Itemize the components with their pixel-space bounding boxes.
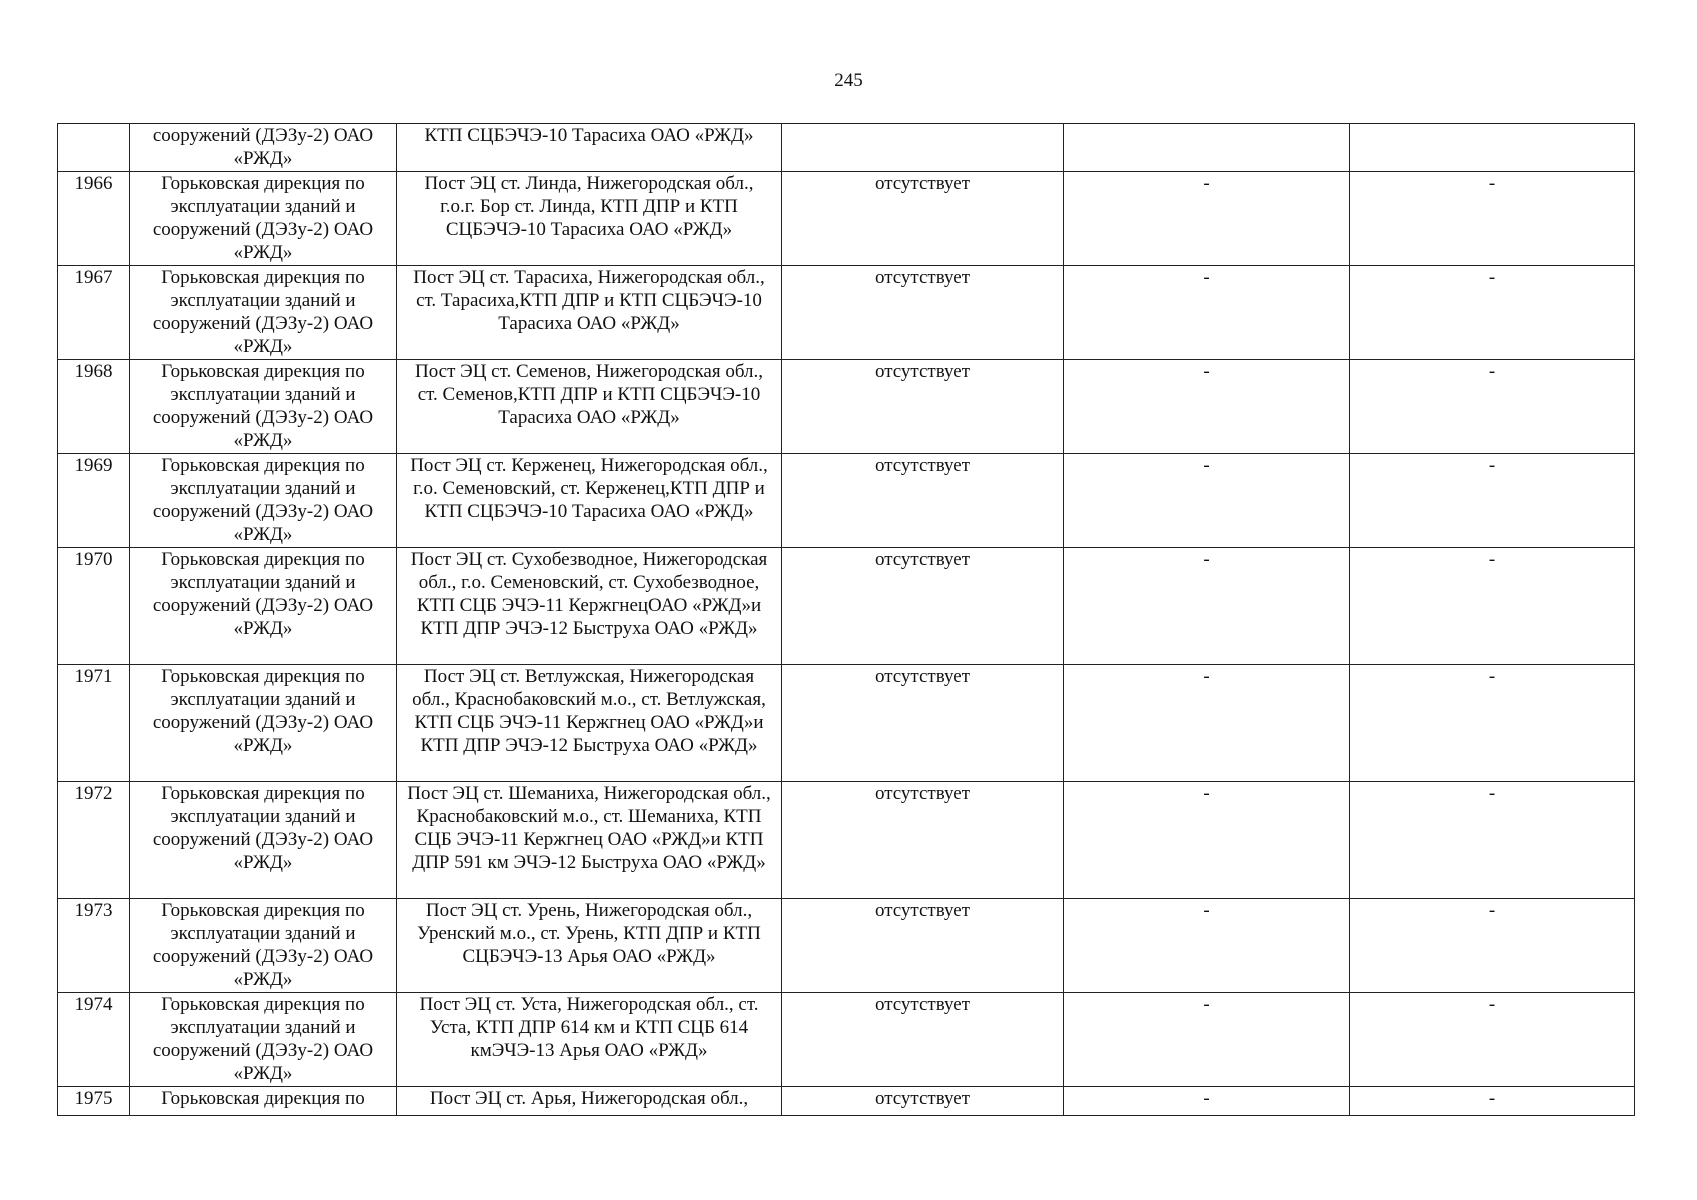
- owner-cell: Горьковская дирекция по эксплуатации зданий и сооружений (ДЭЗу-2) ОАО «РЖД»: [130, 454, 397, 548]
- table-row: [58, 665, 1635, 782]
- column-5-cell: -: [1064, 454, 1350, 548]
- table-row: [58, 124, 1635, 172]
- table-row: [58, 266, 1635, 360]
- registry-table: [57, 123, 1635, 1116]
- address-cell: Пост ЭЦ ст. Сухобезводное, Нижегородская обл., г.о. Семеновский, ст. Сухобезводное, КТП СЦБ ЭЧЭ-11 КержгнецОАО «РЖД»и КТП ДПР ЭЧЭ-12 Быструха ОАО «РЖД»: [397, 548, 782, 665]
- address-cell: Пост ЭЦ ст. Шеманиха, Нижегородская обл., Краснобаковский м.о., ст. Шеманиха, КТП СЦБ ЭЧЭ-11 Кержгнец ОАО «РЖД»и КТП ДПР 591 км ЭЧЭ-12 Быструха ОАО «РЖД»: [397, 782, 782, 899]
- row-number-cell: 1973: [58, 899, 130, 993]
- column-5-cell: -: [1064, 782, 1350, 899]
- status-cell: отсутствует: [782, 360, 1064, 454]
- owner-cell: Горьковская дирекция по эксплуатации зданий и сооружений (ДЭЗу-2) ОАО «РЖД»: [130, 782, 397, 899]
- owner-cell: Горьковская дирекция по эксплуатации зданий и сооружений (ДЭЗу-2) ОАО «РЖД»: [130, 266, 397, 360]
- column-6-cell: -: [1350, 266, 1635, 360]
- address-cell: КТП СЦБЭЧЭ-10 Тарасиха ОАО «РЖД»: [397, 124, 782, 172]
- owner-cell: Горьковская дирекция по эксплуатации зданий и сооружений (ДЭЗу-2) ОАО «РЖД»: [130, 665, 397, 782]
- column-6-cell: -: [1350, 548, 1635, 665]
- table-row: [58, 993, 1635, 1087]
- status-cell: отсутствует: [782, 548, 1064, 665]
- status-cell: отсутствует: [782, 172, 1064, 266]
- status-cell: отсутствует: [782, 782, 1064, 899]
- table-row: [58, 782, 1635, 899]
- column-5-cell: -: [1064, 1087, 1350, 1116]
- table-row: [58, 1087, 1635, 1116]
- column-5-cell: -: [1064, 266, 1350, 360]
- column-6-cell: -: [1350, 665, 1635, 782]
- owner-cell: Горьковская дирекция по эксплуатации зданий и сооружений (ДЭЗу-2) ОАО «РЖД»: [130, 360, 397, 454]
- column-5-cell: [1064, 124, 1350, 172]
- column-5-cell: -: [1064, 172, 1350, 266]
- status-cell: отсутствует: [782, 665, 1064, 782]
- table-row: [58, 899, 1635, 993]
- column-6-cell: -: [1350, 899, 1635, 993]
- owner-cell: Горьковская дирекция по эксплуатации зданий и сооружений (ДЭЗу-2) ОАО «РЖД»: [130, 172, 397, 266]
- status-cell: [782, 124, 1064, 172]
- address-cell: Пост ЭЦ ст. Линда, Нижегородская обл., г.о.г. Бор ст. Линда, КТП ДПР и КТП СЦБЭЧЭ-10 Тарасиха ОАО «РЖД»: [397, 172, 782, 266]
- row-number-cell: 1975: [58, 1087, 130, 1116]
- row-number-cell: 1972: [58, 782, 130, 899]
- column-6-cell: -: [1350, 172, 1635, 266]
- row-number-cell: 1969: [58, 454, 130, 548]
- row-number-cell: 1967: [58, 266, 130, 360]
- address-cell: Пост ЭЦ ст. Уста, Нижегородская обл., ст. Уста, КТП ДПР 614 км и КТП СЦБ 614 кмЭЧЭ-13 Арья ОАО «РЖД»: [397, 993, 782, 1087]
- row-number-cell: 1966: [58, 172, 130, 266]
- status-cell: отсутствует: [782, 899, 1064, 993]
- column-5-cell: -: [1064, 993, 1350, 1087]
- page-number: 245: [834, 70, 863, 91]
- status-cell: отсутствует: [782, 266, 1064, 360]
- column-6-cell: -: [1350, 1087, 1635, 1116]
- row-number-cell: 1974: [58, 993, 130, 1087]
- status-cell: отсутствует: [782, 454, 1064, 548]
- row-number-cell: 1971: [58, 665, 130, 782]
- column-6-cell: -: [1350, 360, 1635, 454]
- address-cell: Пост ЭЦ ст. Семенов, Нижегородская обл., ст. Семенов,КТП ДПР и КТП СЦБЭЧЭ-10 Тарасиха ОАО «РЖД»: [397, 360, 782, 454]
- table-row: [58, 548, 1635, 665]
- address-cell: Пост ЭЦ ст. Арья, Нижегородская обл.,: [397, 1087, 782, 1116]
- address-cell: Пост ЭЦ ст. Тарасиха, Нижегородская обл., ст. Тарасиха,КТП ДПР и КТП СЦБЭЧЭ-10 Тарасиха ОАО «РЖД»: [397, 266, 782, 360]
- owner-cell: Горьковская дирекция по эксплуатации зданий и сооружений (ДЭЗу-2) ОАО «РЖД»: [130, 899, 397, 993]
- table-row: [58, 360, 1635, 454]
- status-cell: отсутствует: [782, 1087, 1064, 1116]
- owner-cell: Горьковская дирекция по эксплуатации зданий и сооружений (ДЭЗу-2) ОАО «РЖД»: [130, 993, 397, 1087]
- column-5-cell: -: [1064, 665, 1350, 782]
- column-5-cell: -: [1064, 360, 1350, 454]
- address-cell: Пост ЭЦ ст. Ветлужская, Нижегородская обл., Краснобаковский м.о., ст. Ветлужская, КТП СЦБ ЭЧЭ-11 Кержгнец ОАО «РЖД»и КТП ДПР ЭЧЭ-12 Быструха ОАО «РЖД»: [397, 665, 782, 782]
- column-6-cell: -: [1350, 993, 1635, 1087]
- status-cell: отсутствует: [782, 993, 1064, 1087]
- row-number-cell: [58, 124, 130, 172]
- owner-cell: Горьковская дирекция по эксплуатации зданий и сооружений (ДЭЗу-2) ОАО «РЖД»: [130, 548, 397, 665]
- address-cell: Пост ЭЦ ст. Керженец, Нижегородская обл., г.о. Семеновский, ст. Керженец,КТП ДПР и КТП СЦБЭЧЭ-10 Тарасиха ОАО «РЖД»: [397, 454, 782, 548]
- row-number-cell: 1968: [58, 360, 130, 454]
- column-5-cell: -: [1064, 548, 1350, 665]
- table-row: [58, 172, 1635, 266]
- owner-cell: Горьковская дирекция по: [130, 1087, 397, 1116]
- row-number-cell: 1970: [58, 548, 130, 665]
- column-6-cell: -: [1350, 454, 1635, 548]
- owner-cell: сооружений (ДЭЗу-2) ОАО «РЖД»: [130, 124, 397, 172]
- column-5-cell: -: [1064, 899, 1350, 993]
- column-6-cell: -: [1350, 782, 1635, 899]
- column-6-cell: [1350, 124, 1635, 172]
- table-row: [58, 454, 1635, 548]
- address-cell: Пост ЭЦ ст. Урень, Нижегородская обл., Уренский м.о., ст. Урень, КТП ДПР и КТП СЦБЭЧЭ-13 Арья ОАО «РЖД»: [397, 899, 782, 993]
